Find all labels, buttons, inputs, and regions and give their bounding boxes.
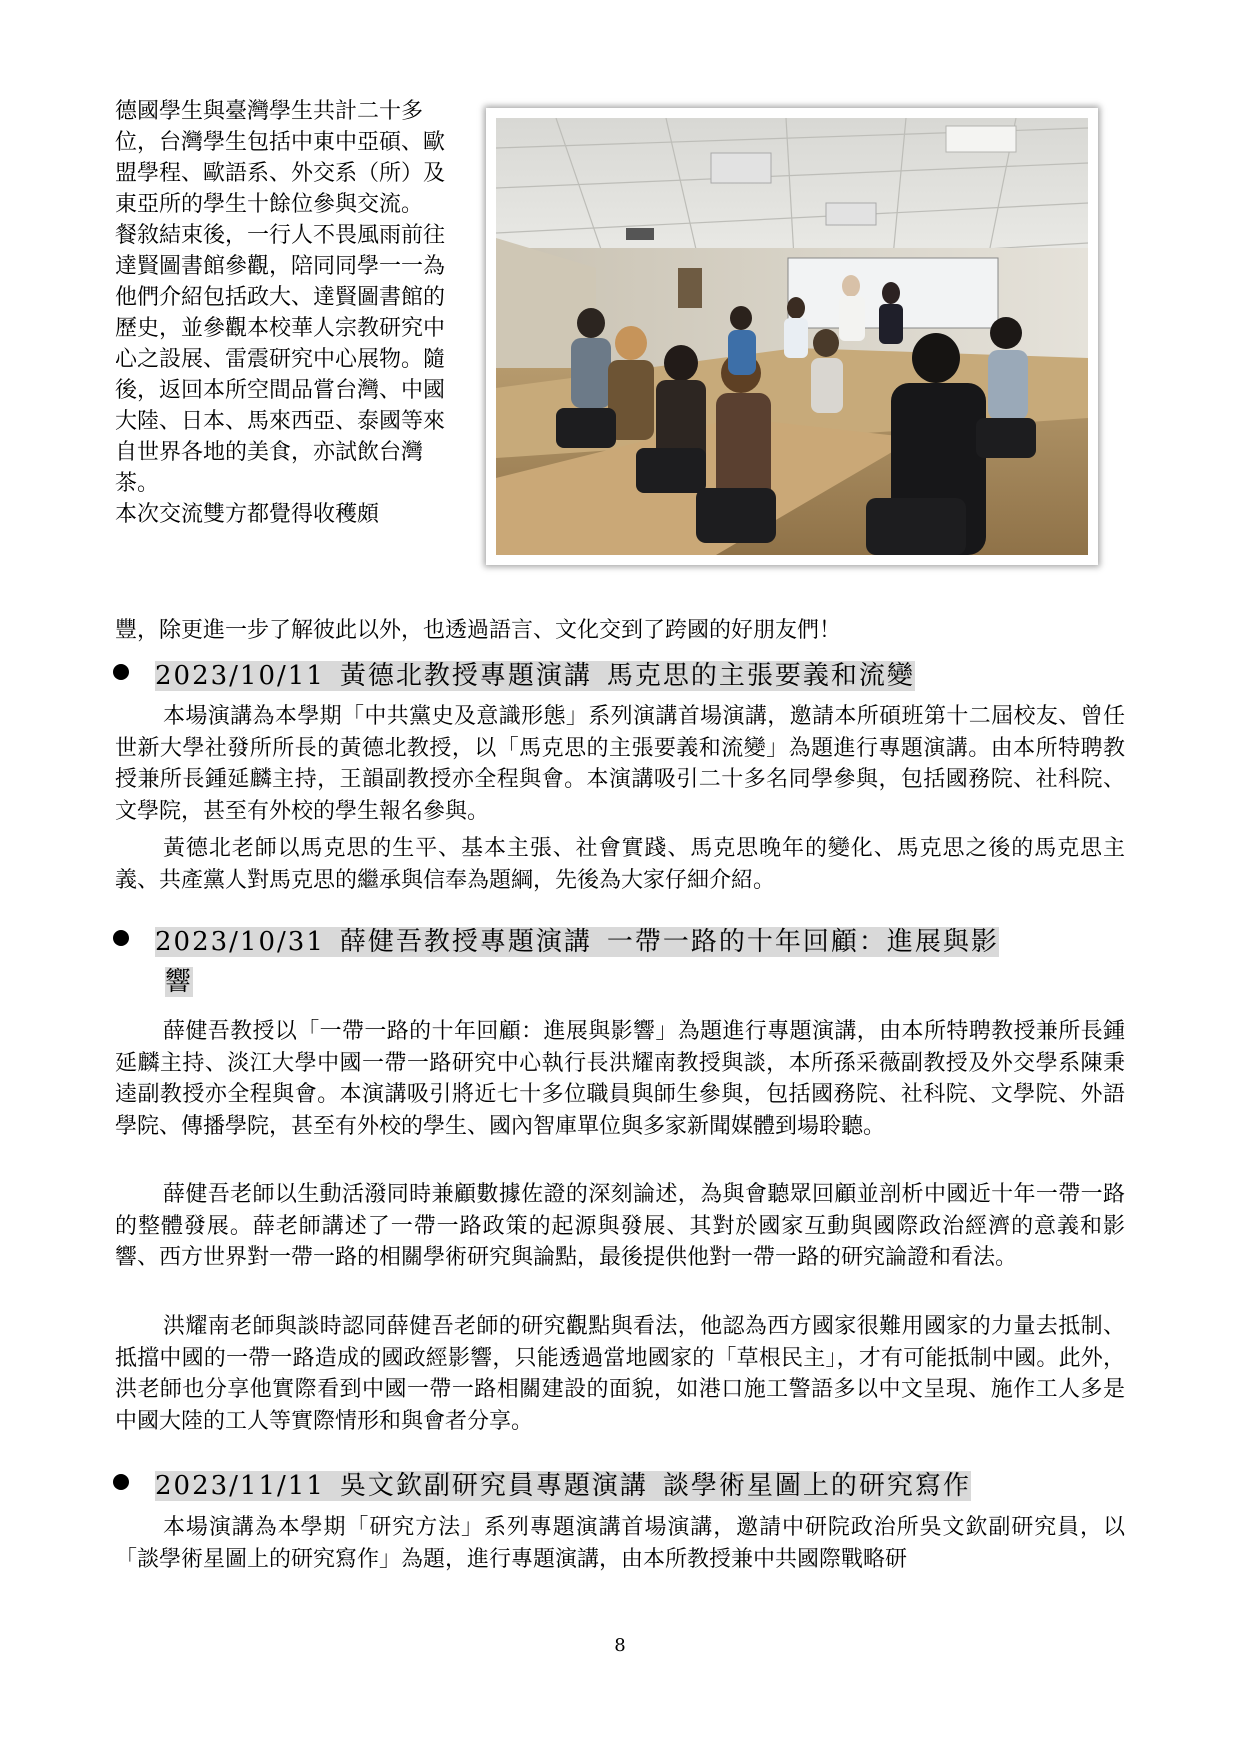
bullet-icon (113, 664, 129, 680)
section-2-paragraph-2: 薛健吾老師以生動活潑同時兼顧數據佐證的深刻論述，為與會聽眾回顧並剖析中國近十年一帶一路的整體發展。薛老師講述了一帶一路政策的起源與發展、其對於國家互動與國際政治經濟的意義和影響、西方世界對一帶一路的相關學術研究與論點，最後提供他對一帶一路的研究論證和看法。 (115, 1182, 1125, 1270)
section-date: 2023/11/11 (155, 1471, 325, 1501)
section-heading-2 (113, 922, 1113, 1002)
intro-paragraph-2: 餐敘結束後，一行人不畏風雨前往達賢圖書館參觀，陪同同學一一為他們介紹包括政大、達賢圖書館的歷史，並參觀本校華人宗教研究中心之設展、雷震研究中心展物。隨後，返回本所空間品嘗台灣、中國大陸、日本、馬來西亞、泰國等來自世界各地的美食，亦試飲台灣茶。 (115, 223, 446, 496)
section-subtitle: 談學術星圖上的研究寫作 (662, 1471, 971, 1501)
intro-column (115, 96, 455, 530)
intro-paragraph-1: 德國學生與臺灣學生共計二十多位，台灣學生包括中東中亞碩、歐盟學程、歐語系、外交系（所）及東亞所的學生十餘位參與交流。 (115, 99, 446, 217)
section-3-paragraph-1: 本場演講為本學期「研究方法」系列專題演講首場演講，邀請中研院政治所吳文欽副研究員，以「談學術星圖上的研究寫作」為題，進行專題演講，由本所教授兼中共國際戰略研 (115, 1515, 1125, 1572)
intro-paragraph-3-end: 豐，除更進一步了解彼此以外，也透過語言、文化交到了跨國的好朋友們！ (115, 618, 842, 643)
intro-paragraph-3-start: 本次交流雙方都覺得收穫頗 (115, 502, 380, 527)
classroom-photo-image (496, 118, 1088, 555)
page-number: 8 (614, 1635, 626, 1656)
section-date: 2023/10/11 (155, 661, 325, 691)
section-title: 黃德北教授專題演講 (339, 661, 592, 691)
section-subtitle: 一帶一路的十年回顧：進展與影 (606, 927, 999, 957)
section-subtitle-wrap: 響 (165, 967, 194, 997)
bullet-icon (113, 930, 129, 946)
section-heading-1 (113, 656, 1113, 696)
section-title: 薛健吾教授專題演講 (339, 927, 592, 957)
section-2-paragraph-1: 薛健吾教授以「一帶一路的十年回顧：進展與影響」為題進行專題演講，由本所特聘教授兼所長鍾延麟主持、淡江大學中國一帶一路研究中心執行長洪耀南教授與談，本所孫采薇副教授及外交學系陳秉逵副教授亦全程與會。本演講吸引將近七十多位職員與師生參與，包括國務院、社科院、文學院、外語學院、傳播學院，甚至有外校的學生、國內智庫單位與多家新聞媒體到場聆聽。 (115, 1019, 1125, 1139)
section-date: 2023/10/31 (155, 927, 325, 957)
section-subtitle: 馬克思的主張要義和流變 (606, 661, 915, 691)
classroom-photo (486, 108, 1098, 565)
section-title: 吳文欽副研究員專題演講 (339, 1471, 648, 1501)
section-1-paragraph-2: 黃德北老師以馬克思的生平、基本主張、社會實踐、馬克思晚年的變化、馬克思之後的馬克思主義、共產黨人對馬克思的繼承與信奉為題綱，先後為大家仔細介紹。 (115, 836, 1125, 893)
bullet-icon (113, 1474, 129, 1490)
section-2-paragraph-3: 洪耀南老師與談時認同薛健吾老師的研究觀點與看法，他認為西方國家很難用國家的力量去抵制、抵擋中國的一帶一路造成的國政經影響，只能透過當地國家的「草根民主」，才有可能抵制中國。此外，洪老師也分享他實際看到中國一帶一路相關建設的面貌，如港口施工警語多以中文呈現、施作工人多是中國大陸的工人等實際情形和與會者分享。 (115, 1314, 1125, 1434)
section-heading-3 (113, 1466, 1113, 1506)
section-1-paragraph-1: 本場演講為本學期「中共黨史及意識形態」系列演講首場演講，邀請本所碩班第十二屆校友、曾任世新大學社發所所長的黃德北教授，以「馬克思的主張要義和流變」為題進行專題演講。由本所特聘教授兼所長鍾延麟主持，王韻副教授亦全程與會。本演講吸引二十多名同學參與，包括國務院、社科院、文學院，甚至有外校的學生報名參與。 (115, 704, 1125, 824)
